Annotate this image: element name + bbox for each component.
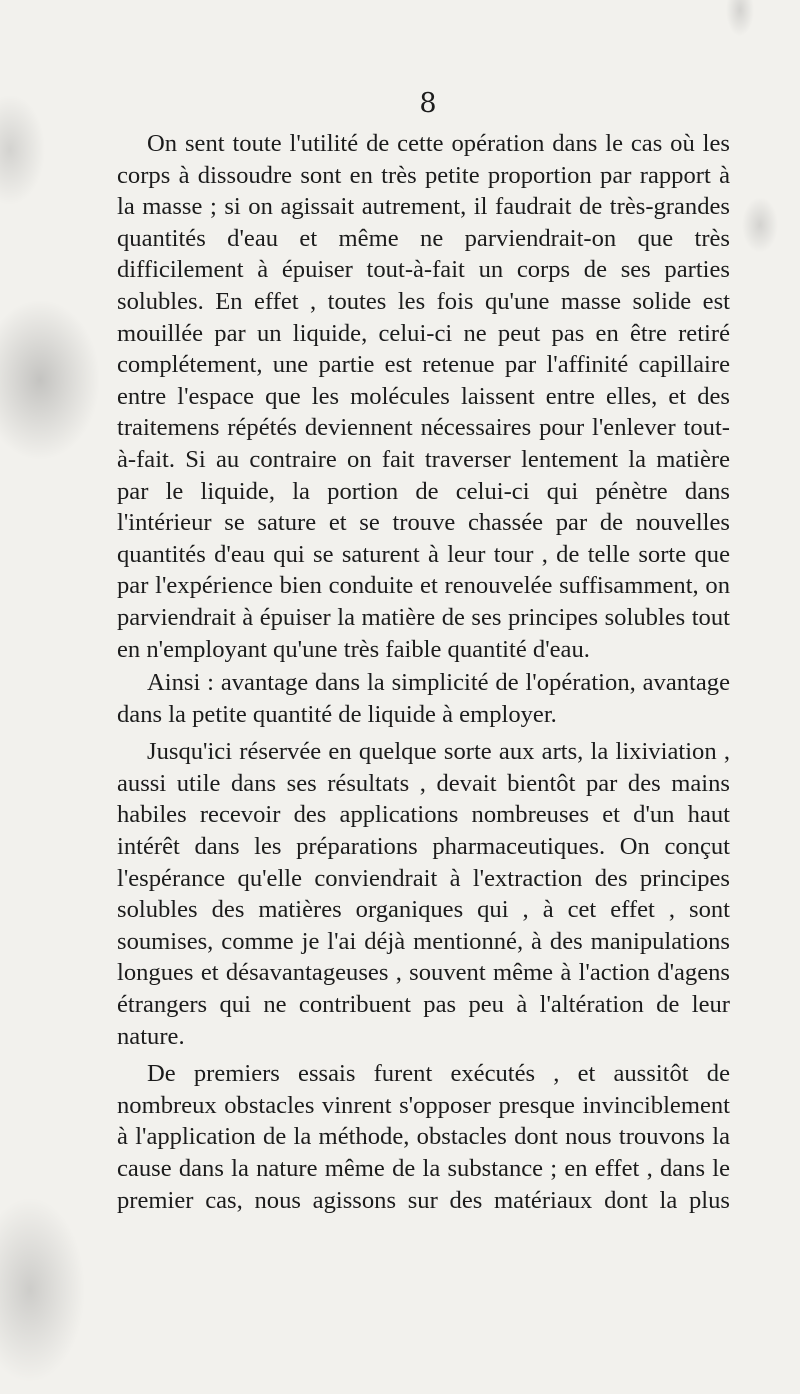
paragraph-lixiviation-utility: On sent toute l'utilité de cette opération dans le cas où les corps à dissoudre sont en très petite proportion par rapport à la masse ; si on agissait autrement, il faudrait de très-grandes quantités d'eau et même ne parviendrait-on que très difficilement à épuiser tout-à-fait un corps de ses parties solubles. En effet , toutes les fois qu'une masse solide est mouillée par un liquide, celui-ci ne peut pas en être retiré complétement, une partie est retenue par l'affinité capillaire entre l'espace que les molécules laissent entre elles, et des traitemens répétés deviennent nécessaires pour l'enlever tout-à-fait. Si au contraire on fait traverser lentement la matière par le liquide, la portion de celui-ci qui pénètre dans l'intérieur se sature et se trouve chassée par de nouvelles quantités d'eau qui se saturent à leur tour , de telle sorte que par l'expérience bien conduite et renouvelée suffisamment, on parviendrait à épuiser la matière de ses principes solubles tout en n'employant qu'une très faible quantité d'eau. bbox=[117, 130, 730, 663]
paragraph-advantages: Ainsi : avantage dans la simplicité de l'opération, avantage dans la petite quantité de liquide à employer. bbox=[117, 669, 730, 728]
paragraph-first-trials: De premiers essais furent exécutés , et aussitôt de nombreux obstacles vinrent s'opposer presque invinciblement à l'application de la méthode, obstacles dont nous trouvons la cause dans la nature même de la substance ; en effet , dans le premier cas, nous agissons sur des matériaux dont la plus bbox=[117, 1060, 730, 1214]
paragraph-history: Jusqu'ici réservée en quelque sorte aux arts, la lixiviation , aussi utile dans ses résultats , devait bientôt par des mains habiles recevoir des applications nombreuses et d'un haut intérêt dans les préparations pharmaceutiques. On conçut l'espérance qu'elle conviendrait à l'extraction des principes solubles des matières organiques qui , à cet effet , sont soumises, comme je l'ai déjà mentionné, à des manipulations longues et désavantageuses , souvent même à l'action d'agens étrangers qui ne contribuent pas peu à l'altération de leur nature. bbox=[117, 738, 730, 1050]
page-number: 8 bbox=[419, 88, 437, 119]
body-text bbox=[117, 128, 730, 1216]
